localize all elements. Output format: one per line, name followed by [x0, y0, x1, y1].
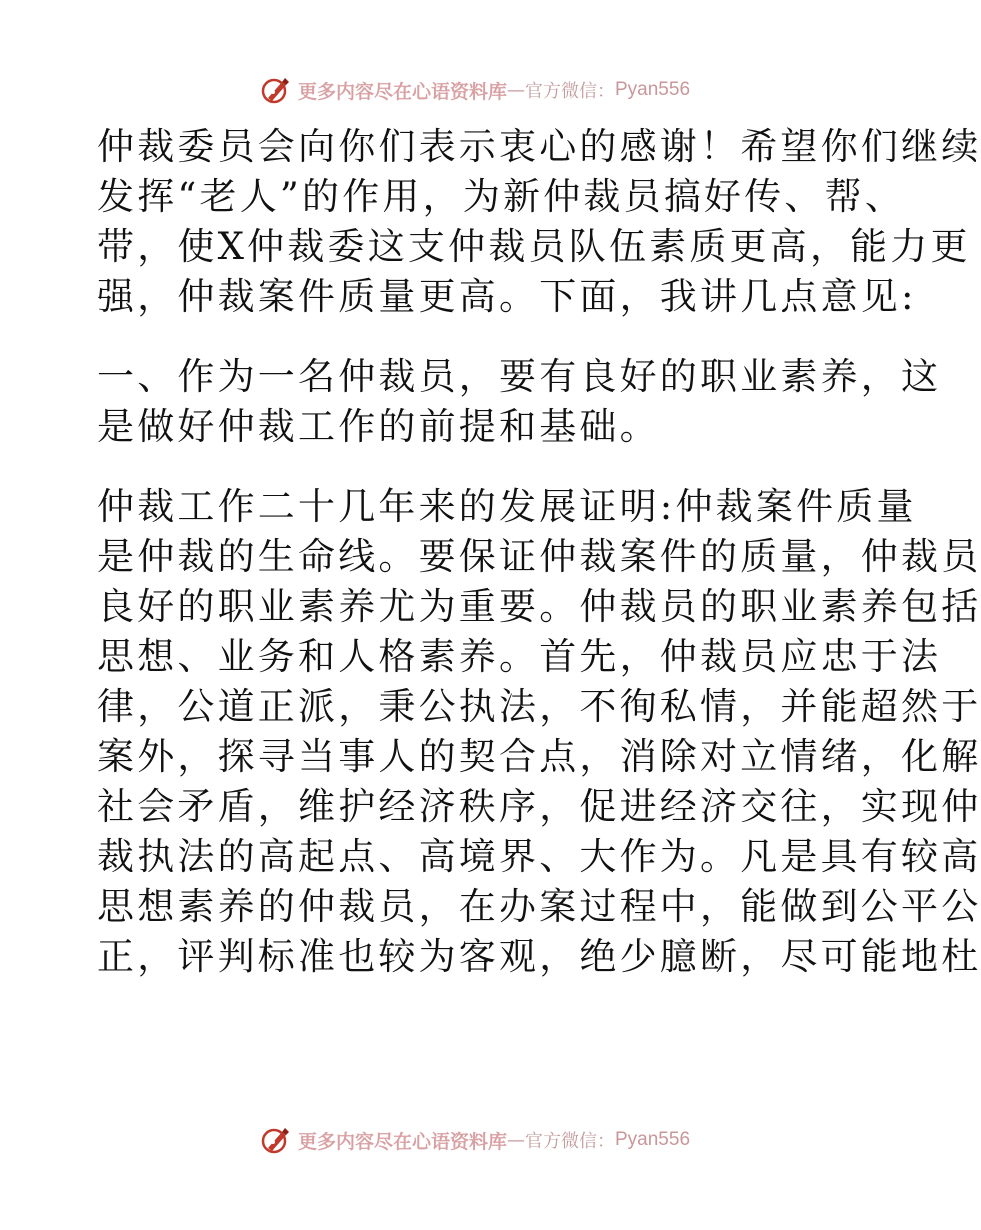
text-line: 仲裁委员会向你们表示衷心的感谢！希望你们继续: [97, 125, 981, 168]
text-line: 裁执法的高起点、高境界、大作为。凡是具有较高: [97, 835, 981, 878]
section-heading-1: [97, 352, 942, 452]
banner-wechat-label: 官方微信：: [525, 1131, 615, 1152]
text-line: 仲裁工作二十几年来的发展证明:仲裁案件质量: [97, 485, 917, 528]
banner-wechat-id: Pyan556: [615, 1129, 691, 1150]
text-line: 正，评判标准也较为客观，绝少臆断，尽可能地杜: [97, 935, 981, 978]
banner-wechat-id: Pyan556: [615, 79, 691, 100]
pen-circle-logo-icon: [260, 74, 292, 106]
banner-main-text: 更多内容尽在心语资料库: [297, 1130, 507, 1153]
text-line: 思想、业务和人格素养。首先，仲裁员应忠于法: [97, 635, 942, 678]
paragraph-professional-quality: [97, 482, 981, 982]
text-line: 是仲裁的生命线。要保证仲裁案件的质量，仲裁员: [97, 535, 981, 578]
heading-line: 一、作为一名仲裁员，要有良好的职业素养，这: [97, 355, 942, 398]
text-line: 带，使X仲裁委这支仲裁员队伍素质更高，能力更: [97, 225, 971, 268]
text-line: 思想素养的仲裁员，在办案过程中，能做到公平公: [97, 885, 981, 928]
heading-line: 是做好仲裁工作的前提和基础。: [97, 405, 660, 448]
banner-separator: —: [507, 1129, 525, 1151]
pen-circle-logo-icon: [260, 1124, 292, 1156]
text-line: 良好的职业素养尤为重要。仲裁员的职业素养包括: [97, 585, 981, 628]
banner-main-text: 更多内容尽在心语资料库: [297, 80, 507, 103]
text-line: 发挥“老人”的作用，为新仲裁员搞好传、帮、: [97, 175, 906, 218]
text-line: 强，仲裁案件质量更高。下面，我讲几点意见:: [97, 275, 917, 318]
footer-banner: [0, 1120, 950, 1160]
banner-wechat-label: 官方微信：: [525, 81, 615, 102]
header-banner: [0, 70, 950, 110]
banner-separator: —: [507, 79, 525, 101]
paragraph-thanks: [97, 122, 981, 322]
text-line: 社会矛盾，维护经济秩序，促进经济交往，实现仲: [97, 785, 981, 828]
text-line: 案外，探寻当事人的契合点，消除对立情绪，化解: [97, 735, 981, 778]
document-body: [97, 122, 981, 982]
text-line: 律，公道正派，秉公执法，不徇私情，并能超然于: [97, 685, 981, 728]
